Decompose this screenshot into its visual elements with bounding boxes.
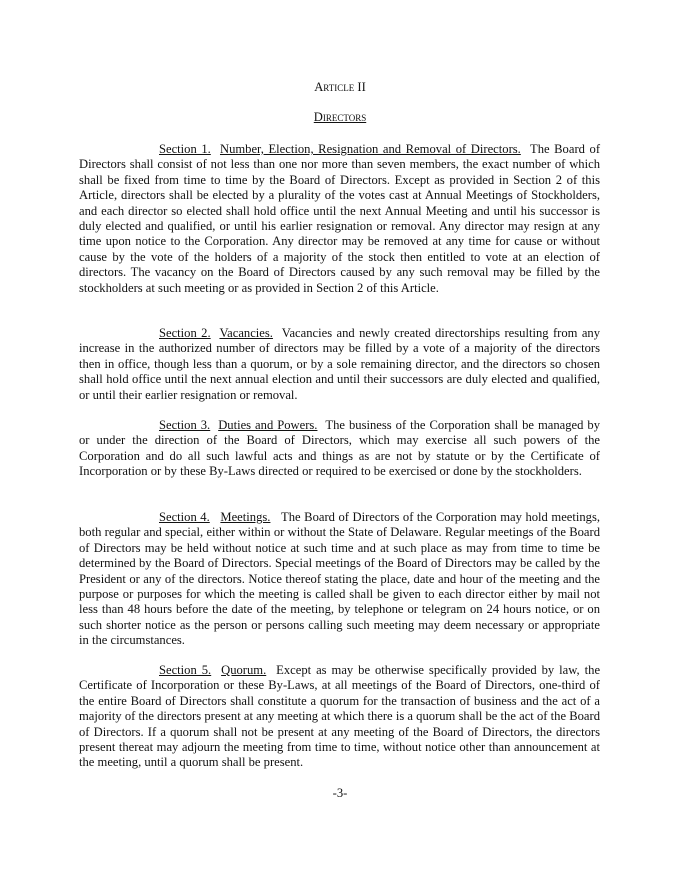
article-title: Article II [314,80,366,94]
section-2-number: Section 2. [159,326,211,340]
section-1-paragraph [79,142,600,296]
chapter-title: Directors [313,110,367,124]
page-number: -3- [332,786,348,800]
section-2-paragraph [79,326,600,403]
section-4-heading: Meetings. [220,510,271,524]
section-4-paragraph [79,510,600,649]
section-2-heading: Vacancies. [219,326,273,340]
section-3-paragraph [79,418,600,480]
section-3-number: Section 3. [159,418,211,432]
section-3-heading: Duties and Powers. [218,418,318,432]
section-5-number: Section 5. [159,663,212,677]
section-5-paragraph [79,663,600,771]
section-3-body: The business of the Corporation shall be managed by or under the direction of the Board of Directors, which may exercise all such powers of the Corporation and do all such lawful acts and things as are not by statute or by the Certificate of Incorporation or by these By-Laws directed or required to be exercised or done by the stockholders. [79,418,601,479]
section-5-body: Except as may be otherwise specifically provided by law, the Certificate of Incorporation or these By-Laws, at all meetings of the Board of Directors, one-third of the entire Board of Directors shall constitute a quorum for the transaction of business and the act of a majority of the directors present at any meeting at which there is a quorum shall be the act of the Board of Directors. If a quorum shall not be present at any meeting of the Board of Directors, the directors present thereat may adjourn the meeting from time to time, without notice other than announcement at the meeting, until a quorum shall be present. [79,663,601,770]
section-5-heading: Quorum. [221,663,267,677]
section-1-body: The Board of Directors shall consist of not less than one nor more than seven members, the exact number of which shall be fixed from time to time by the Board of Directors. Except as provided in Section 2 of this Article, directors shall be elected by a plurality of the votes cast at Annual Meetings of Stockholders, and each director so elected shall hold office until the next Annual Meeting and until his successor is duly elected and qualified, or until his earlier resignation or removal. Any director may resign at any time upon notice to the Corporation. Any director may be removed at any time for cause or without cause by the vote of the holders of a majority of the stock then entitled to vote at an election of directors. The vacancy on the Board of Directors caused by any such removal may be filled by the stockholders at such meeting or as provided in Section 2 of this Article. [79,142,601,295]
section-1-number: Section 1. [159,142,211,156]
section-4-number: Section 4. [159,510,210,524]
section-2-body: Vacancies and newly created directorships resulting from any increase in the authorized number of directors may be filled by a vote of a majority of the directors then in office, though less than a quorum, or by a sole remaining director, and the directors so chosen shall hold office until the next annual election and until their successors are duly elected and qualified, or until their earlier resignation or removal. [79,326,601,402]
section-4-body: The Board of Directors of the Corporation may hold meetings, both regular and special, either within or without the State of Delaware. Regular meetings of the Board of Directors may be held without notice at such time and at such place as may from time to time be determined by the Board of Directors. Special meetings of the Board of Directors may be called by the President or any of the directors. Notice thereof stating the place, date and hour of the meeting and the purpose or purposes for which the meeting is called shall be given to each director either by mail not less than 48 hours before the date of the meeting, by telephone or telegram on 24 hours notice, or on such shorter notice as the person or persons calling such meeting may deem necessary or appropriate in the circumstances. [79,510,601,648]
section-1-heading: Number, Election, Resignation and Removal of Directors. [219,142,521,156]
